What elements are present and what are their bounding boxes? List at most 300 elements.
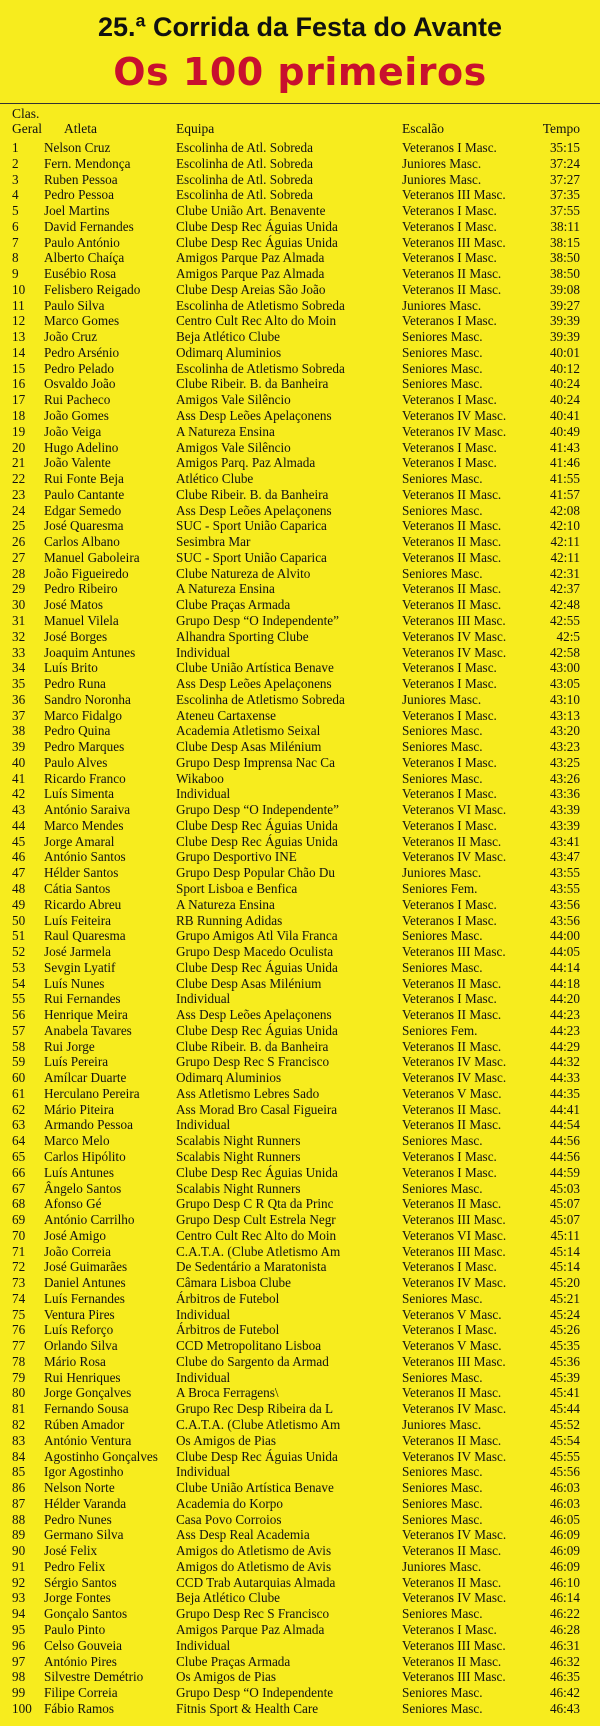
rank: 43 <box>12 802 26 818</box>
finish-time: 45:54 <box>549 1432 580 1448</box>
rank: 69 <box>12 1212 26 1228</box>
finish-time: 45:07 <box>549 1196 580 1212</box>
table-row <box>0 1701 600 1717</box>
finish-time: 43:41 <box>549 833 580 849</box>
finish-time: 42:11 <box>550 549 580 565</box>
rank: 29 <box>12 581 26 597</box>
finish-time: 42:58 <box>549 644 580 660</box>
rank: 75 <box>12 1306 26 1322</box>
category: Veteranos II Masc. <box>402 549 502 565</box>
athlete-name: Paulo Alves <box>44 754 108 770</box>
finish-time: 40:01 <box>549 344 580 360</box>
athlete-name: Paulo Cantante <box>44 486 125 502</box>
table-row <box>0 1527 600 1543</box>
rank: 72 <box>12 1259 26 1275</box>
column-headers <box>0 104 600 140</box>
athlete-name: Pedro Runa <box>44 676 106 692</box>
rank: 35 <box>12 676 26 692</box>
finish-time: 43:39 <box>549 802 580 818</box>
category: Veteranos II Masc. <box>402 1038 502 1054</box>
rank: 61 <box>12 1085 26 1101</box>
team-name: Os Amigos de Pias <box>176 1669 277 1685</box>
rank: 3 <box>12 171 19 187</box>
table-row <box>0 581 600 597</box>
table-row <box>0 503 600 519</box>
rank: 16 <box>12 376 26 392</box>
athlete-name: Pedro Pelado <box>44 360 114 376</box>
athlete-name: Jorge Gonçalves <box>44 1385 132 1401</box>
team-name: Grupo Desp Macedo Oculista <box>176 944 334 960</box>
category: Veteranos I Masc. <box>402 786 497 802</box>
athlete-name: Marco Gomes <box>44 313 120 329</box>
category: Veteranos I Masc. <box>402 1259 497 1275</box>
table-row <box>0 1622 600 1638</box>
rank: 67 <box>12 1180 26 1196</box>
team-name: Clube do Sargento da Armad <box>176 1353 329 1369</box>
category: Veteranos I Masc. <box>402 1621 497 1637</box>
finish-time: 43:05 <box>549 676 580 692</box>
category: Seniores Masc. <box>402 1511 483 1527</box>
athlete-name: Luís Antunes <box>44 1164 114 1180</box>
table-row <box>0 1244 600 1260</box>
col-time: Tempo <box>542 121 580 136</box>
table-row <box>0 1039 600 1055</box>
category: Veteranos II Masc. <box>402 975 502 991</box>
team-name: Clube União Artística Benave <box>176 660 334 676</box>
rank: 94 <box>12 1606 26 1622</box>
rank: 42 <box>12 786 26 802</box>
athlete-name: Nelson Norte <box>44 1480 115 1496</box>
rank: 52 <box>12 944 26 960</box>
rank: 77 <box>12 1338 26 1354</box>
rank: 68 <box>12 1196 26 1212</box>
athlete-name: João Correia <box>44 1243 112 1259</box>
athlete-name: Joaquim Antunes <box>44 644 136 660</box>
category: Veteranos I Masc. <box>402 817 497 833</box>
athlete-name: Paulo Silva <box>44 297 105 313</box>
athlete-name: Paulo António <box>44 234 120 250</box>
rank: 65 <box>12 1149 26 1164</box>
athlete-name: Mário Piteira <box>44 1101 114 1117</box>
athlete-name: Carlos Hipólito <box>44 1149 126 1164</box>
category: Juniores Masc. <box>402 691 482 707</box>
category: Veteranos II Masc. <box>402 1007 502 1023</box>
rank: 79 <box>12 1369 26 1385</box>
category: Seniores Masc. <box>402 1180 483 1196</box>
team-name: Beja Atlético Clube <box>176 1590 281 1606</box>
rank: 1 <box>12 140 19 155</box>
team-name: Árbitros de Futebol <box>176 1290 280 1306</box>
athlete-name: Felisbero Reigado <box>44 281 141 297</box>
rank: 60 <box>12 1070 26 1086</box>
finish-time: 42:37 <box>549 581 580 597</box>
category: Seniores Masc. <box>402 1480 483 1496</box>
team-name: Fitnis Sport & Health Care <box>176 1700 319 1716</box>
athlete-name: José Amigo <box>44 1227 106 1243</box>
rank: 98 <box>12 1669 26 1685</box>
category: Veteranos III Masc. <box>402 187 506 203</box>
athlete-name: António Carrilho <box>44 1212 135 1228</box>
rank: 66 <box>12 1164 26 1180</box>
category: Veteranos III Masc. <box>402 1353 506 1369</box>
rank: 50 <box>12 912 26 928</box>
rank: 57 <box>12 1022 26 1038</box>
athlete-name: Jorge Fontes <box>44 1590 111 1606</box>
finish-time: 46:35 <box>549 1669 580 1685</box>
category: Veteranos III Masc. <box>402 1637 506 1653</box>
finish-time: 44:56 <box>549 1133 580 1149</box>
finish-time: 38:50 <box>549 250 580 266</box>
category: Seniores Masc. <box>402 376 483 392</box>
table-row <box>0 897 600 913</box>
team-name: Clube Desp Rec Águias Unida <box>176 1022 338 1038</box>
athlete-name: Filipe Correia <box>44 1685 118 1701</box>
finish-time: 42:55 <box>549 612 580 628</box>
rank: 63 <box>12 1117 26 1133</box>
athlete-name: Pedro Quina <box>44 723 111 739</box>
category: Veteranos II Masc. <box>402 1653 502 1669</box>
finish-time: 42:5 <box>556 628 580 644</box>
table-row <box>0 156 600 172</box>
team-name: Clube Desp Areias São João <box>176 281 326 297</box>
athlete-name: Hugo Adelino <box>44 439 119 455</box>
rank: 80 <box>12 1385 26 1401</box>
category: Veteranos IV Masc. <box>402 1070 507 1086</box>
category: Veteranos I Masc. <box>402 1322 497 1338</box>
category: Veteranos II Masc. <box>402 581 502 597</box>
table-row <box>0 250 600 266</box>
table-row <box>0 329 600 345</box>
athlete-name: Manuel Vilela <box>44 612 119 628</box>
rank: 49 <box>12 896 26 912</box>
table-row <box>0 1007 600 1023</box>
finish-time: 46:09 <box>549 1558 580 1574</box>
table-row <box>0 1654 600 1670</box>
rank: 17 <box>12 392 26 408</box>
team-name: Individual <box>176 1117 231 1133</box>
table-row <box>0 1638 600 1654</box>
athlete-name: Paulo Pinto <box>44 1621 106 1637</box>
table-row <box>0 1559 600 1575</box>
rank: 2 <box>12 155 19 171</box>
team-name: Grupo Desportivo INE <box>176 849 297 865</box>
team-name: Amigos Vale Silêncio <box>176 392 291 408</box>
rank: 73 <box>12 1275 26 1291</box>
team-name: A Natureza Ensina <box>176 581 275 597</box>
team-name: Amigos Parq. Paz Almada <box>176 455 316 471</box>
category: Veteranos III Masc. <box>402 234 506 250</box>
team-name: Amigos do Atletismo de Avis <box>176 1558 332 1574</box>
category: Juniores Masc. <box>402 1417 482 1433</box>
finish-time: 40:24 <box>549 392 580 408</box>
category: Seniores Masc. <box>402 723 483 739</box>
category: Veteranos I Masc. <box>402 707 497 723</box>
finish-time: 45:11 <box>550 1227 580 1243</box>
table-row <box>0 440 600 456</box>
team-name: CCD Trab Autarquias Almada <box>176 1574 336 1590</box>
finish-time: 43:23 <box>549 739 580 755</box>
table-row <box>0 172 600 188</box>
table-row <box>0 1433 600 1449</box>
table-row <box>0 1417 600 1433</box>
category: Veteranos I Masc. <box>402 203 497 219</box>
finish-time: 46:10 <box>549 1574 580 1590</box>
table-row <box>0 1338 600 1354</box>
rank: 27 <box>12 549 26 565</box>
team-name: Grupo Desp Imprensa Nac Ca <box>176 754 335 770</box>
rank: 26 <box>12 534 26 550</box>
finish-time: 38:15 <box>549 234 580 250</box>
team-name: Clube Ribeir. B. da Banheira <box>176 1038 329 1054</box>
rank: 99 <box>12 1685 26 1701</box>
team-name: Clube Praças Armada <box>176 597 291 613</box>
finish-time: 41:43 <box>549 439 580 455</box>
rank: 53 <box>12 959 26 975</box>
rank: 81 <box>12 1401 26 1417</box>
category: Seniores Masc. <box>402 1290 483 1306</box>
rank: 88 <box>12 1511 26 1527</box>
athlete-name: José Felix <box>44 1543 98 1559</box>
table-row <box>0 408 600 424</box>
athlete-name: Luís Reforço <box>44 1322 114 1338</box>
finish-time: 43:55 <box>549 865 580 881</box>
team-name: Scalabis Night Runners <box>176 1149 301 1164</box>
athlete-name: Herculano Pereira <box>44 1085 140 1101</box>
table-row <box>0 1275 600 1291</box>
category: Veteranos IV Masc. <box>402 408 507 424</box>
athlete-name: Joel Martins <box>44 203 110 219</box>
table-row <box>0 881 600 897</box>
rank: 4 <box>12 187 19 203</box>
team-name: Clube Praças Armada <box>176 1653 291 1669</box>
finish-time: 43:56 <box>549 912 580 928</box>
category: Veteranos II Masc. <box>402 597 502 613</box>
rank: 6 <box>12 218 19 234</box>
finish-time: 44:20 <box>549 991 580 1007</box>
team-name: Grupo Desp Popular Chão Du <box>176 865 335 881</box>
category: Veteranos I Masc. <box>402 660 497 676</box>
team-name: Individual <box>176 1637 231 1653</box>
table-row <box>0 392 600 408</box>
finish-time: 45:21 <box>549 1290 580 1306</box>
category: Veteranos II Masc. <box>402 1432 502 1448</box>
category: Veteranos IV Masc. <box>402 1590 507 1606</box>
finish-time: 40:41 <box>549 408 580 424</box>
team-name: Clube União Artística Benave <box>176 1480 334 1496</box>
table-row <box>0 1385 600 1401</box>
category: Veteranos II Masc. <box>402 1543 502 1559</box>
table-row <box>0 755 600 771</box>
category: Veteranos I Masc. <box>402 392 497 408</box>
team-name: Grupo Desp “O Independente” <box>176 802 339 818</box>
table-row <box>0 976 600 992</box>
rank: 44 <box>12 817 26 833</box>
page-title: 25.ª Corrida da Festa do Avante <box>97 12 503 42</box>
team-name: Amigos Parque Paz Almada <box>176 266 325 282</box>
category: Veteranos III Masc. <box>402 612 506 628</box>
team-name: Grupo Rec Desp Ribeira da L <box>176 1401 334 1417</box>
finish-time: 44:59 <box>549 1164 580 1180</box>
category: Veteranos IV Masc. <box>402 1275 507 1291</box>
rank: 39 <box>12 739 26 755</box>
finish-time: 42:10 <box>549 518 580 534</box>
category: Veteranos IV Masc. <box>402 1448 507 1464</box>
team-name: Escolinha de Atl. Sobreda <box>176 140 313 155</box>
col-clas-line2: Geral <box>12 121 42 136</box>
table-row <box>0 1291 600 1307</box>
rank: 91 <box>12 1558 26 1574</box>
athlete-name: António Santos <box>44 849 126 865</box>
team-name: RB Running Adidas <box>176 912 283 928</box>
category: Seniores Masc. <box>402 329 483 345</box>
finish-time: 46:09 <box>549 1527 580 1543</box>
table-row <box>0 834 600 850</box>
team-name: Amigos do Atletismo de Avis <box>176 1543 332 1559</box>
rank: 15 <box>12 360 26 376</box>
rank: 40 <box>12 754 26 770</box>
category: Juniores Masc. <box>402 297 482 313</box>
finish-time: 42:48 <box>549 597 580 613</box>
finish-time: 45:41 <box>549 1385 580 1401</box>
rank: 74 <box>12 1290 26 1306</box>
finish-time: 46:32 <box>549 1653 580 1669</box>
athlete-name: Anabela Tavares <box>44 1022 132 1038</box>
finish-time: 44:05 <box>549 944 580 960</box>
team-name: Ass Desp Leões Apelaçonens <box>176 502 332 518</box>
finish-time: 37:27 <box>549 171 580 187</box>
finish-time: 43:47 <box>549 849 580 865</box>
table-row <box>0 1669 600 1685</box>
rank: 13 <box>12 329 26 345</box>
athlete-name: Osvaldo João <box>44 376 116 392</box>
rank: 5 <box>12 203 19 219</box>
rank: 7 <box>12 234 19 250</box>
table-row <box>0 1322 600 1338</box>
athlete-name: António Pires <box>44 1653 117 1669</box>
table-row <box>0 1117 600 1133</box>
finish-time: 45:07 <box>549 1212 580 1228</box>
team-name: Wikaboo <box>176 770 224 786</box>
finish-time: 45:52 <box>549 1417 580 1433</box>
rank: 96 <box>12 1637 26 1653</box>
category: Veteranos III Masc. <box>402 1212 506 1228</box>
athlete-name: Jorge Amaral <box>44 833 115 849</box>
finish-time: 44:35 <box>549 1085 580 1101</box>
table-row <box>0 266 600 282</box>
category: Veteranos II Masc. <box>402 518 502 534</box>
finish-time: 39:08 <box>549 281 580 297</box>
team-name: A Broca Ferragens\ <box>176 1385 279 1401</box>
rank: 18 <box>12 408 26 424</box>
athlete-name: Pedro Marques <box>44 739 125 755</box>
table-row <box>0 960 600 976</box>
athlete-name: Sérgio Santos <box>44 1574 117 1590</box>
table-row <box>0 566 600 582</box>
team-name: Clube Desp Asas Milénium <box>176 739 322 755</box>
athlete-name: José Matos <box>44 597 103 613</box>
finish-time: 42:11 <box>550 534 580 550</box>
table-row <box>0 140 600 156</box>
team-name: Escolinha de Atl. Sobreda <box>176 171 313 187</box>
finish-time: 44:23 <box>549 1022 580 1038</box>
rank: 90 <box>12 1543 26 1559</box>
team-name: Clube Desp Rec Águias Unida <box>176 234 338 250</box>
category: Veteranos II Masc. <box>402 1101 502 1117</box>
team-name: Centro Cult Rec Alto do Moin <box>176 1227 337 1243</box>
table-row <box>0 944 600 960</box>
finish-time: 43:56 <box>549 896 580 912</box>
athlete-name: Fern. Mendonça <box>44 155 131 171</box>
table-row <box>0 550 600 566</box>
rank: 22 <box>12 471 26 487</box>
team-name: Clube Ribeir. B. da Banheira <box>176 376 329 392</box>
category: Seniores Masc. <box>402 344 483 360</box>
table-row <box>0 235 600 251</box>
category: Veteranos I Masc. <box>402 676 497 692</box>
finish-time: 45:55 <box>549 1448 580 1464</box>
athlete-name: Hélder Varanda <box>44 1495 127 1511</box>
table-row <box>0 361 600 377</box>
team-name: Clube Desp Rec Águias Unida <box>176 833 338 849</box>
category: Seniores Masc. <box>402 502 483 518</box>
rank: 11 <box>12 297 25 313</box>
team-name: Clube Desp Rec Águias Unida <box>176 959 338 975</box>
category: Juniores Masc. <box>402 1558 482 1574</box>
category: Veteranos II Masc. <box>402 833 502 849</box>
category: Veteranos II Masc. <box>402 1574 502 1590</box>
team-name: Clube Desp Rec Águias Unida <box>176 1448 338 1464</box>
table-row <box>0 613 600 629</box>
table-row <box>0 1228 600 1244</box>
team-name: Grupo Desp Rec S Francisco <box>176 1054 330 1070</box>
category: Seniores Masc. <box>402 1464 483 1480</box>
athlete-name: Fernando Sousa <box>44 1401 129 1417</box>
athlete-name: Marco Melo <box>44 1133 110 1149</box>
athlete-name: Gonçalo Santos <box>44 1606 128 1622</box>
category: Veteranos IV Masc. <box>402 644 507 660</box>
table-row <box>0 424 600 440</box>
team-name: A Natureza Ensina <box>176 896 275 912</box>
table-row <box>0 818 600 834</box>
finish-time: 43:25 <box>549 754 580 770</box>
team-name: Clube Desp Asas Milénium <box>176 975 322 991</box>
athlete-name: Amílcar Duarte <box>44 1070 127 1086</box>
table-row <box>0 928 600 944</box>
team-name: Grupo Desp “O Independente <box>176 1685 334 1701</box>
category: Seniores Masc. <box>402 739 483 755</box>
table-row <box>0 1307 600 1323</box>
finish-time: 42:31 <box>549 565 580 581</box>
athlete-name: Alberto Chaíça <box>44 250 125 266</box>
team-name: Câmara Lisboa Clube <box>176 1275 291 1291</box>
table-row <box>0 1543 600 1559</box>
rank: 19 <box>12 423 26 439</box>
finish-time: 46:42 <box>549 1685 580 1701</box>
category: Veteranos I Masc. <box>402 439 497 455</box>
athlete-name: Hélder Santos <box>44 865 119 881</box>
finish-time: 44:54 <box>549 1117 580 1133</box>
team-name: Ass Desp Leões Apelaçonens <box>176 1007 332 1023</box>
table-row <box>0 518 600 534</box>
team-name: De Sedentário a Maratonista <box>176 1259 327 1275</box>
rank: 37 <box>12 707 26 723</box>
team-name: Clube Desp Rec Águias Unida <box>176 1164 338 1180</box>
athlete-name: João Veiga <box>44 423 102 439</box>
table-row <box>0 1165 600 1181</box>
table-row <box>0 471 600 487</box>
finish-time: 45:56 <box>549 1464 580 1480</box>
table-row <box>0 1181 600 1197</box>
